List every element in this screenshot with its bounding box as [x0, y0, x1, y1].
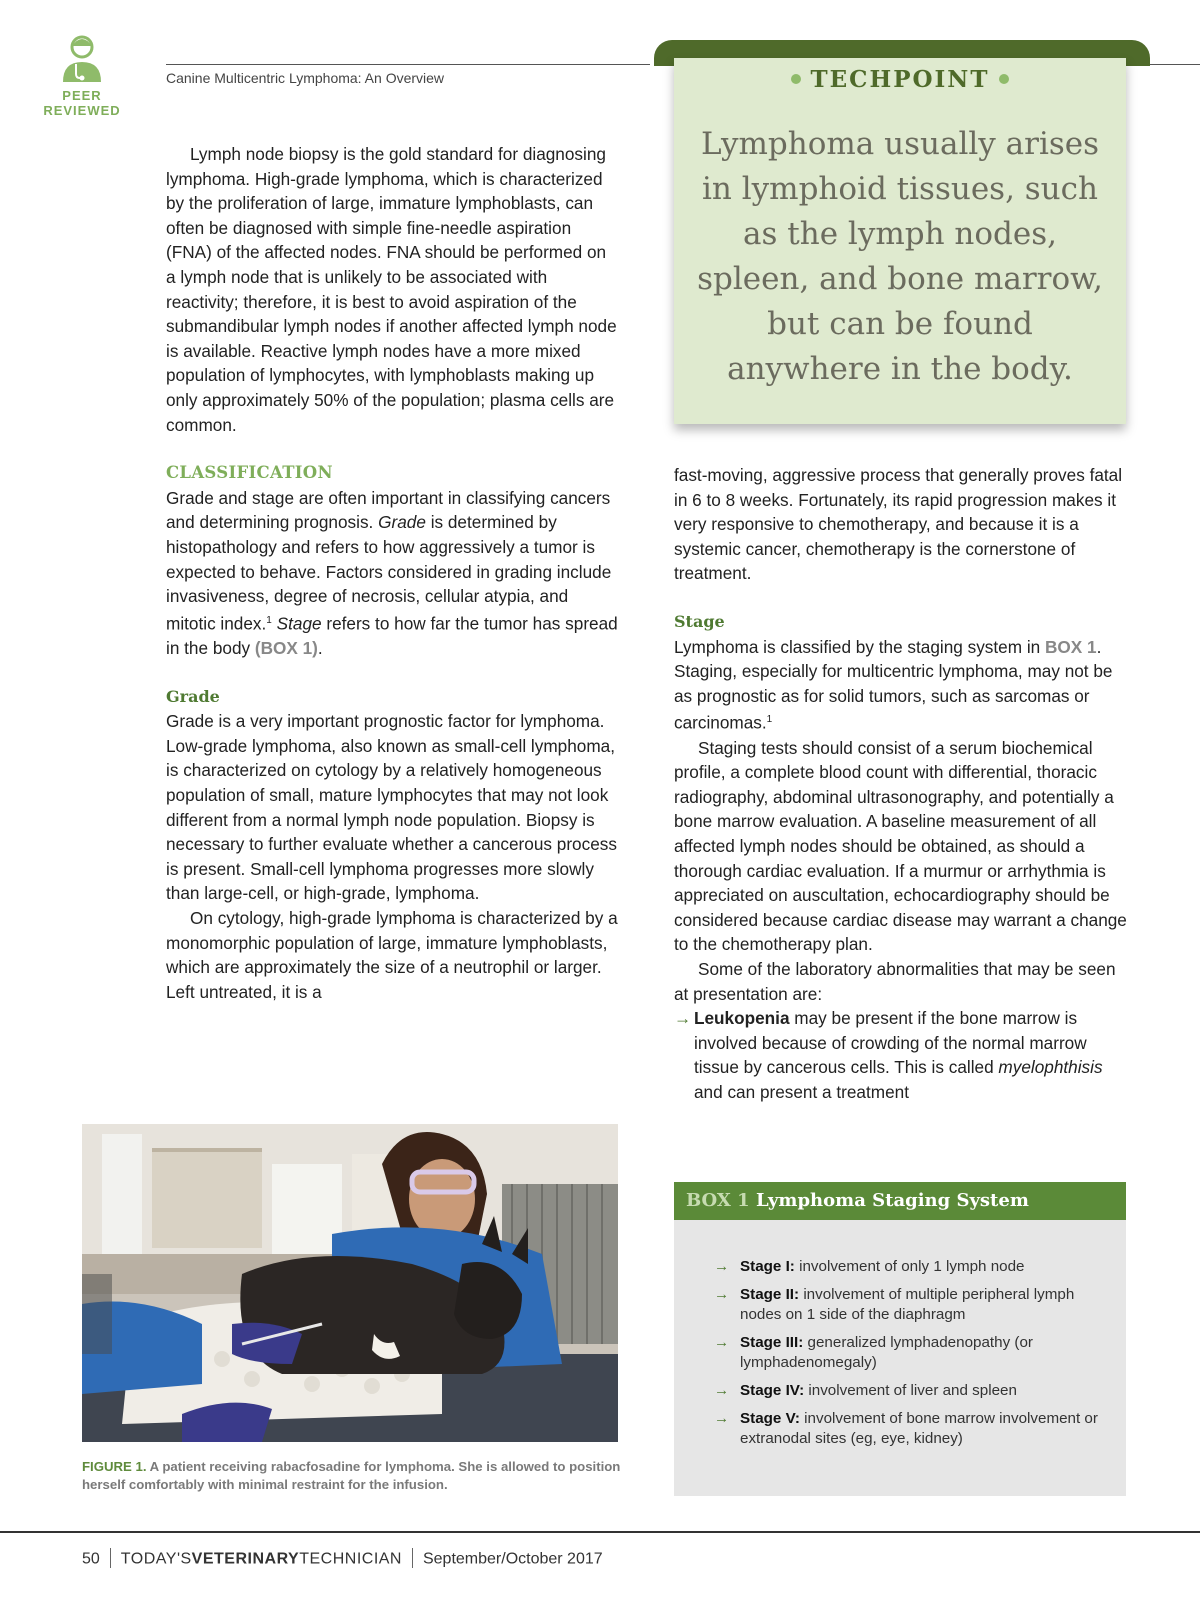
box-1-title: [686, 1190, 1029, 1211]
continuation-paragraph: fast-moving, aggressive process that generally proves fatal in 6 to 8 weeks. Fortunately, its rapid progression makes it very responsive to chemotherapy, and because it is a systemic cancer, chemotherapy is the cornerstone of treatment.: [674, 465, 1123, 584]
stage-label: Stage V:: [740, 1410, 800, 1427]
list-item: [714, 1333, 1114, 1373]
classification-text-1: Grade and stage are often important in classifying cancers and determining prognosis.: [166, 487, 611, 533]
stage-text: involvement of only 1 lymph node: [799, 1258, 1025, 1275]
stage-text: involvement of multiple peripheral lymph nodes on 1 side of the diaphragm: [740, 1286, 1075, 1323]
arrow-right-icon: →: [714, 1334, 730, 1351]
grade-heading: Grade: [166, 686, 220, 706]
page-footer: [82, 1548, 603, 1571]
stage-text: involvement of bone marrow involvement or extranodal sites (eg, eye, kidney): [740, 1410, 1098, 1447]
bullet-text-2: and can present a treatment: [694, 1081, 909, 1102]
footer-rule: [0, 1531, 1200, 1533]
header-rule-right: [1150, 64, 1200, 65]
arrow-right-icon: →: [674, 1008, 692, 1029]
list-item: [714, 1285, 1114, 1325]
stage-paragraph-1: [674, 635, 1130, 736]
stage-term: Stage: [276, 613, 322, 634]
list-item: [714, 1409, 1114, 1449]
figure-caption-text: A patient receiving rabacfosadine for lymphoma. She is allowed to position herself comfortably with minimal restraint for the infusion.: [82, 1459, 621, 1492]
list-item: [674, 1006, 1130, 1104]
running-title: Canine Multicentric Lymphoma: An Overview: [166, 70, 445, 86]
techpoint-title: [674, 66, 1126, 93]
grade-paragraph-2: On cytology, high-grade lymphoma is characterized by a monomorphic population of large, immature lymphoblasts, which are approximately the size of a neutrophil or larger. Left untreated, it is a: [166, 907, 618, 1002]
magazine-name-part-2: VETERINARY: [191, 1550, 300, 1568]
techpoint-title-text: TECHPOINT: [810, 66, 990, 93]
magazine-name-part-3: TECHNICIAN: [299, 1550, 402, 1568]
classification-paragraph: [166, 486, 618, 661]
right-column: [674, 463, 1130, 1105]
classification-heading: CLASSIFICATION: [166, 463, 333, 483]
techpoint-dot-right: [999, 74, 1009, 84]
figure-label: FIGURE 1.: [82, 1459, 147, 1474]
stage-label: Stage IV:: [740, 1382, 805, 1399]
footer-separator: [412, 1548, 413, 1568]
box-1-number: BOX 1: [686, 1190, 750, 1211]
stage-label: Stage I:: [740, 1258, 795, 1275]
bullet-term-2: myelophthisis: [998, 1057, 1103, 1078]
veterinarian-icon: [60, 34, 104, 84]
classification-text-2: is determined by histopathology and refers to how aggressively a tumor is expected to behave. Factors considered in grading include invasiveness, degree of necrosis, cellular atypia, and mitotic index.: [166, 512, 612, 634]
bullet-term: Leukopenia: [694, 1008, 790, 1029]
stage-paragraph-2: Staging tests should consist of a serum biochemical profile, a complete blood count with differential, thoracic radiography, abdominal ultrasonography, and potentially a bone marrow evaluation. A baseline measurement of all affected lymph nodes should be obtained, as should a thorough cardiac evaluation. If a murmur or arrhythmia is appreciated on auscultation, echocardiography should be considered because cardiac disease may warrant a change to the chemotherapy plan.: [674, 737, 1127, 955]
box-1-title-text: Lymphoma Staging System: [755, 1190, 1029, 1211]
classification-text-3: refers to how far the tumor has spread in the body: [166, 613, 618, 659]
period: .: [317, 638, 323, 659]
stage-text-1: Lymphoma is classified by the staging system in: [674, 636, 1041, 657]
reference-superscript: 1: [766, 714, 773, 726]
list-item: [714, 1257, 1114, 1277]
reference-superscript: 1: [266, 614, 272, 626]
stage-text: generalized lymphadenopathy (or lymphadenomegaly): [740, 1334, 1033, 1371]
stage-label: Stage II:: [740, 1286, 800, 1303]
stage-paragraph-3: Some of the laboratory abnormalities that may be seen at presentation are:: [674, 959, 1116, 1004]
footer-separator: [110, 1548, 111, 1568]
stage-list: [714, 1257, 1114, 1457]
photo-illustration: [82, 1124, 618, 1442]
page-number: 50: [82, 1550, 100, 1568]
stage-label: Stage III:: [740, 1334, 804, 1351]
arrow-right-icon: →: [714, 1410, 730, 1427]
grade-term: Grade: [378, 512, 426, 533]
bullet-text-1: may be present if the bone marrow is involved because of crowding of the normal marrow tissue by cancerous cells. This is called: [694, 1008, 1087, 1078]
magazine-name: [121, 1551, 402, 1568]
figure-1-photo: [82, 1124, 618, 1442]
arrow-right-icon: →: [714, 1258, 730, 1275]
issue-date: September/October 2017: [422, 1550, 603, 1568]
grade-paragraph-1: Grade is a very important prognostic factor for lymphoma. Low-grade lymphoma, also known as small-cell lymphoma, is characterized on cytology by a relatively homogeneous population of small, mature lymphocytes that may not look different from a normal lymph node population. Biopsy is necessary to further evaluate whether a cancerous process is present. Small-cell lymphoma progresses more slowly than large-cell, or high-grade, lymphoma.: [166, 711, 617, 904]
peer-reviewed-label: PEER REVIEWED: [43, 88, 121, 118]
arrow-right-icon: →: [714, 1382, 730, 1399]
box-1-reference[interactable]: (BOX 1): [254, 638, 318, 659]
left-column: [166, 142, 618, 1004]
intro-paragraph: Lymph node biopsy is the gold standard for diagnosing lymphoma. High-grade lymphoma, which is characterized by the proliferation of large, immature lymphoblasts, can often be diagnosed with simple fine-needle aspiration (FNA) of the affected nodes. FNA should be performed on a lymph node that is unlikely to be associated with reactivity; therefore, it is best to avoid aspiration of the submandibular lymph nodes if another affected lymph node is available. Reactive lymph nodes have a more mixed population of lymphocytes, with lymphoblasts making up only approximately 50% of the population; plasma cells are common.: [166, 144, 617, 435]
stage-text: involvement of liver and spleen: [808, 1382, 1017, 1399]
techpoint-quote: Lymphoma usually arises in lymphoid tissues, such as the lymph nodes, spleen, and bone marrow, but can be found anywhere in the body.: [697, 126, 1103, 387]
magazine-name-part-1: TODAY'S: [120, 1550, 192, 1568]
stage-heading: Stage: [674, 611, 725, 631]
box-1-link[interactable]: BOX 1: [1044, 636, 1097, 657]
list-item: [714, 1381, 1114, 1401]
peer-reviewed-badge: [36, 34, 128, 118]
abnormalities-list: [674, 1006, 1130, 1104]
header-rule: [166, 64, 650, 65]
stage-text-2: . Staging, especially for multicentric lymphoma, may not be as prognostic as for solid tumors, such as sarcomas or carcinomas.: [674, 636, 1113, 734]
arrow-right-icon: →: [714, 1286, 730, 1303]
techpoint-dot-left: [791, 74, 801, 84]
figure-1-caption: [82, 1458, 622, 1494]
